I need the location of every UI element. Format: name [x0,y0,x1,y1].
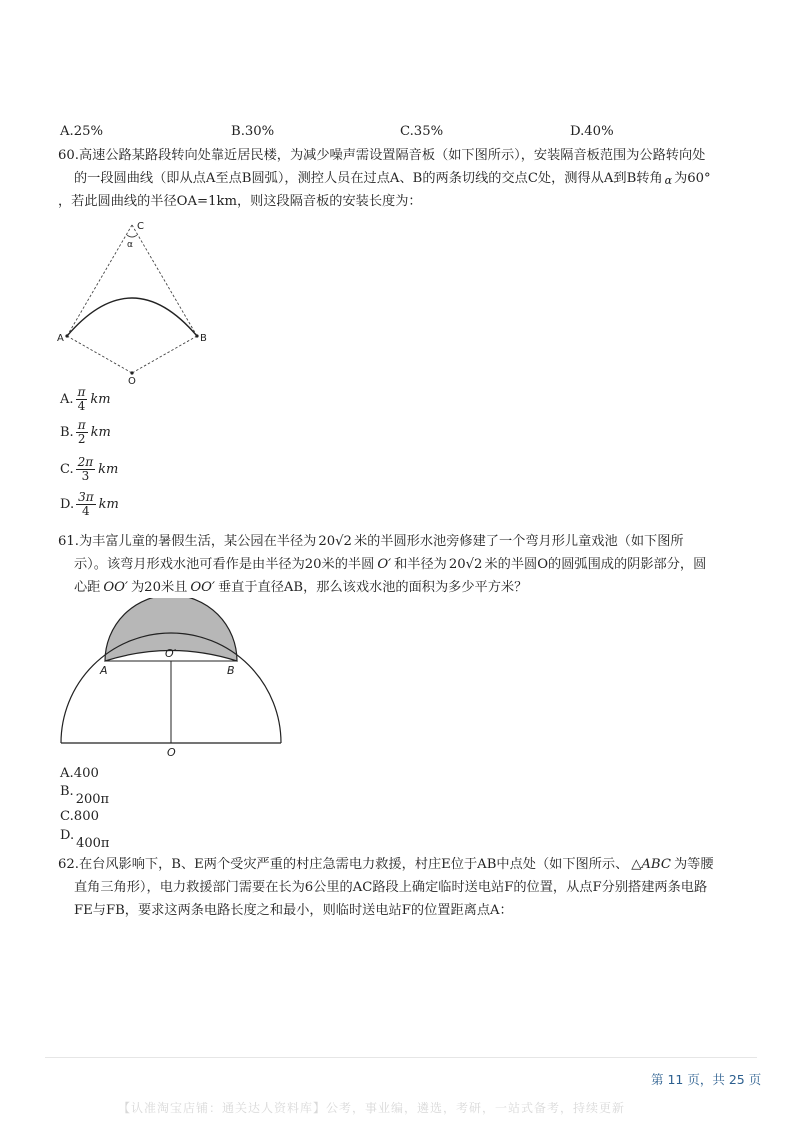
q60-option-d-den: 4 [82,504,90,518]
q60-option-b-num: π [77,418,86,432]
q60-tangent-ca [67,225,132,336]
q61-option-a: A.400 [60,766,99,781]
q61-option-b-label: B. [60,784,74,799]
q61-line3 [74,577,527,599]
q61-l1b: 米的半圆形水池旁修建了一个弯月形儿童戏池（如下图所 [353,534,684,549]
q59-option-a: A.25% [60,124,104,139]
q60-option-d-unit: km [98,497,119,512]
q60-option-d [60,491,119,518]
q60-option-b-frac [76,419,88,446]
q60-figure [55,215,215,385]
q60-point-a [65,334,68,337]
q59-option-c: C.35% [400,124,444,139]
q61-option-b-value: 200π [75,792,110,807]
q60-label-b: B [200,333,207,344]
q60-option-b-unit: km [90,425,111,440]
q60-option-b [60,419,111,446]
q60-alpha: α [664,174,673,187]
q61-radius2: 20√2 [448,557,483,572]
q59-option-b: B.30% [231,124,275,139]
q61-l2a: 示）。该弯月形戏水池可看作是由半径为20米的半圆 [74,557,375,572]
q61-line1 [58,531,684,553]
q62-line1 [58,854,714,876]
q60-option-a-unit: km [90,392,111,407]
q62-l1a: 62.在台风影响下，B、E两个受灾严重的村庄急需电力救援，村庄E位于AB中点处（如下图所示、 [58,857,629,872]
q60-option-a-label: A. [60,392,74,407]
q61-l3b: 为20米且 [131,580,188,595]
q61-option-c: C.800 [60,809,99,824]
q61-radius1: 20√2 [318,534,352,549]
q60-arc-ab [67,298,197,336]
q60-option-b-den: 2 [77,432,86,446]
q60-point-b [195,334,198,337]
q61-l2c: 米的半圆O的圆弧围成的阴影部分，圆 [484,557,707,572]
q60-line1: 60.高速公路某路段转向处靠近居民楼，为减少噪声需设置隔音板（如下图所示），安装隔音板范围为公路转向处 [58,148,706,163]
q60-label-a: A [57,333,64,344]
q61-l2b: 和半径为 [394,557,447,572]
q61-l1a: 61.为丰富儿童的暑假生活，某公园在半径为 [58,534,317,549]
q61-label-o: O [167,746,176,759]
q60-angle-mark [127,235,137,237]
q60-line2b: 为60° [674,171,711,186]
q60-line3: ，若此圆曲线的半径OA=1km，则这段隔音板的安装长度为： [58,194,422,209]
q59-option-d: D.40% [570,124,614,139]
q60-option-a-den: 4 [77,399,86,413]
q60-radius-oa [67,336,132,373]
q60-option-a-frac [76,386,88,413]
q61-oo1: OO′ [103,580,128,595]
q60-line2-text: 的一段圆曲线（即从点A至点B圆弧），测控人员在过点A、B的两条切线的交点C处，测得从A到B转角 [74,171,663,186]
q62-l1b: 为等腰 [673,857,714,872]
q61-option-b [60,784,109,807]
q60-option-d-frac [76,491,96,518]
q61-l3c: 垂直于直径AB，那么该戏水池的面积为多少平方米？ [217,580,528,595]
q62-triangle: △ABC [631,857,671,872]
q61-o1: O′ [377,557,392,572]
q60-option-c-unit: km [98,462,119,477]
q60-option-c [60,456,118,483]
q60-line2 [74,168,711,192]
footer-divider [45,1057,757,1058]
q61-option-d-label: D. [60,828,75,843]
q60-label-o: O [128,376,136,385]
q60-option-a-num: π [77,385,86,399]
q62-line2: 直角三角形），电力救援部门需要在长为6公里的AC路段上确定临时送电站F的位置，从点F分别搭建两条电路 [74,880,708,895]
q60-option-a [60,386,111,413]
q60-option-b-label: B. [60,425,74,440]
q61-option-d-value: 400π [76,836,110,851]
q60-option-c-label: C. [60,462,74,477]
q60-tangent-cb [132,225,197,336]
watermark: 【认准淘宝店铺：通关达人资料库】公考，事业编，遴选，考研，一站式备考，持续更新 [118,1101,626,1115]
q60-label-alpha: α [127,240,133,250]
q62-line3: FE与FB，要求这两条电路长度之和最小，则临时送电站F的位置距离点A： [74,903,513,918]
q61-l3a: 心距 [74,580,101,595]
q60-radius-ob [132,336,197,373]
q60-label-c: C [137,221,144,232]
page-number: 第 11 页，共 25 页 [651,1072,762,1087]
q61-oo2: OO′ [190,580,215,595]
q60-option-d-label: D. [60,497,75,512]
q61-line2 [74,554,706,576]
q60-point-o [130,371,133,374]
q60-option-c-num: 2π [77,455,94,469]
q61-figure [55,598,295,760]
q61-label-b: B [227,664,235,677]
q60-option-c-den: 3 [81,469,90,483]
q60-option-c-frac [76,456,96,483]
q61-label-a: A [100,664,108,677]
q61-option-d [60,828,109,851]
q61-label-o1: O′ [165,647,177,660]
q60-option-d-num: 3π [78,490,94,504]
